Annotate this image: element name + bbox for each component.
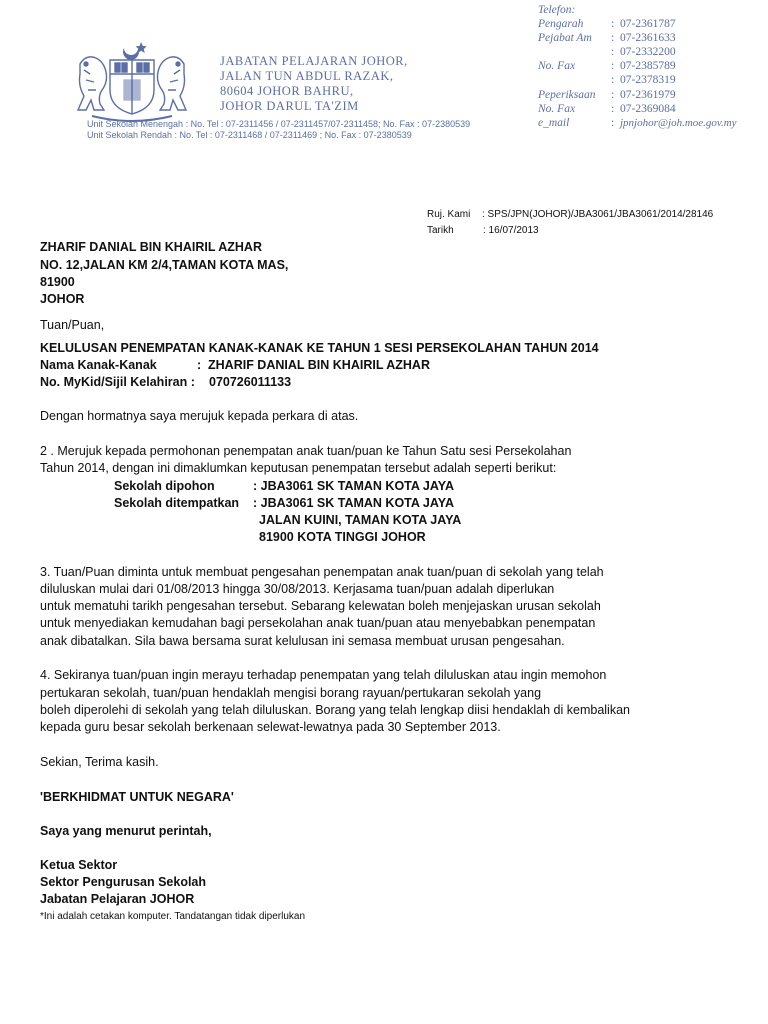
coat-of-arms-icon (72, 36, 192, 124)
contact-label: Pengarah (538, 18, 584, 30)
paragraph-4-line: pertukaran sekolah, tuan/puan hendaklah mengisi borang rayuan/pertukaran sekolah yang (40, 686, 542, 700)
paragraph-3-line: 3. Tuan/Puan diminta untuk membuat pengesahan penempatan anak tuan/puan di sekolah yang telah (40, 565, 604, 579)
signatory-department: Jabatan Pelajaran JOHOR (40, 892, 195, 906)
closing-text: Sekian, Terima kasih. (40, 755, 159, 769)
contact-label: No. Fax (538, 103, 576, 115)
paragraph-4-line: 4. Sekiranya tuan/puan ingin merayu terhadap penempatan yang telah diluluskan atau ingin memohon (40, 668, 607, 682)
tarikh-value: : 16/07/2013 (483, 225, 539, 236)
school-address-line: 81900 KOTA TINGGI JOHOR (259, 530, 426, 544)
contact-colon: : (611, 60, 615, 72)
dept-address-line-4: JOHOR DARUL TA'ZIM (220, 99, 359, 113)
paragraph-3-line: anak dibatalkan. Sila bawa bersama surat kelulusan ini semasa membuat urusan pengesahan. (40, 634, 565, 648)
contact-number: 07-2369084 (620, 103, 676, 115)
contact-number: 07-2385789 (620, 60, 676, 72)
paragraph-3-line: untuk mematuhi tarikh pengesahan tersebut. Sebarang kelewatan boleh menjejaskan urusan sekolah (40, 599, 601, 613)
contact-colon: : (611, 32, 615, 44)
contact-number: 07-2378319 (620, 74, 676, 86)
paragraph-1: Dengan hormatnya saya merujuk kepada perkara di atas. (40, 409, 359, 423)
paragraph-4-line: boleh diperolehi di sekolah yang telah diluluskan. Borang yang telah lengkap diisi hendaklah di kembalikan (40, 703, 630, 717)
contact-colon: : (611, 18, 615, 30)
unit-rendah-contact: Unit Sekolah Rendah : No. Tel : 07-2311468 / 07-2311469 ; No. Fax : 07-2380539 (87, 130, 412, 140)
contact-label: Pejabat Am (538, 32, 592, 44)
child-name-label: Nama Kanak-Kanak (40, 358, 157, 372)
contact-colon: : (611, 74, 615, 86)
mykid-value: 070726011133 (209, 375, 292, 389)
dept-address-line-1: JABATAN PELAJARAN JOHOR, (220, 54, 408, 68)
child-name-value: ZHARIF DANIAL BIN KHAIRIL AZHAR (208, 358, 430, 372)
dept-address-line-3: 80604 JOHOR BAHRU, (220, 84, 354, 98)
contact-colon: : (611, 89, 615, 101)
contact-number: 07-2361979 (620, 89, 676, 101)
sekolah-dipohon-label: Sekolah dipohon (114, 479, 215, 493)
computer-print-footnote: *Ini adalah cetakan komputer. Tandatangan tidak diperlukan (40, 911, 306, 922)
contact-number: 07-2361787 (620, 18, 676, 30)
dept-address-line-2: JALAN TUN ABDUL RAZAK, (220, 69, 394, 83)
recipient-postcode: 81900 (40, 275, 75, 289)
signatory-sector: Sektor Pengurusan Sekolah (40, 875, 207, 889)
paragraph-3-line: diluluskan mulai dari 01/08/2013 hingga 30/08/2013. Kerjasama tuan/puan adalah diperlukan (40, 582, 555, 596)
paragraph-2-line: 2 . Merujuk kepada permohonan penempatan anak tuan/puan ke Tahun Satu sesi Persekolahan (40, 444, 572, 458)
telefon-heading: Telefon: (538, 4, 576, 16)
email-address: jpnjohor@joh.moe.gov.my (620, 117, 737, 129)
recipient-state: JOHOR (40, 292, 85, 306)
paragraph-3-line: untuk menyediakan kemudahan bagi persekolahan anak tuan/puan atau menyebabkan penempatan (40, 616, 596, 630)
contact-colon: : (611, 46, 615, 58)
signatory-title: Ketua Sektor (40, 858, 118, 872)
contact-label: e_mail (538, 117, 570, 129)
contact-number: 07-2332200 (620, 46, 676, 58)
child-name-colon: : (197, 358, 202, 372)
recipient-address: NO. 12,JALAN KM 2/4,TAMAN KOTA MAS, (40, 258, 289, 272)
letter-subject: KELULUSAN PENEMPATAN KANAK-KANAK KE TAHUN 1 SESI PERSEKOLAHAN TAHUN 2014 (40, 341, 599, 355)
contact-label: No. Fax (538, 60, 576, 72)
unit-menengah-contact: Unit Sekolah Menengah : No. Tel : 07-2311456 / 07-2311457/07-2311458; No. Fax : 07-2380539 (87, 119, 471, 129)
contact-colon: : (611, 103, 615, 115)
sekolah-dipohon-value: : JBA3061 SK TAMAN KOTA JAYA (253, 479, 454, 493)
tarikh-label: Tarikh (427, 225, 454, 236)
sekolah-ditempatkan-value: : JBA3061 SK TAMAN KOTA JAYA (253, 496, 454, 510)
mykid-label: No. MyKid/Sijil Kelahiran : (40, 375, 195, 389)
sekolah-ditempatkan-label: Sekolah ditempatkan (114, 496, 240, 510)
salutation: Tuan/Puan, (40, 318, 105, 332)
school-address-line: JALAN KUINI, TAMAN KOTA JAYA (259, 513, 462, 527)
paragraph-4-line: kepada guru besar sekolah berkenaan selewat-lewatnya pada 30 September 2013. (40, 720, 501, 734)
ruj-kami-label: Ruj. Kami (427, 209, 471, 220)
ruj-kami-value: : SPS/JPN(JOHOR)/JBA3061/JBA3061/2014/28146 (482, 209, 714, 220)
contact-label: Peperiksaan (538, 89, 596, 101)
recipient-name: ZHARIF DANIAL BIN KHAIRIL AZHAR (40, 240, 262, 254)
contact-number: 07-2361633 (620, 32, 676, 44)
motto: 'BERKHIDMAT UNTUK NEGARA' (40, 790, 234, 804)
contact-colon: : (611, 117, 615, 129)
paragraph-2-line: Tahun 2014, dengan ini dimaklumkan keputusan penempatan tersebut adalah seperti berikut: (40, 461, 557, 475)
signoff: Saya yang menurut perintah, (40, 824, 212, 838)
